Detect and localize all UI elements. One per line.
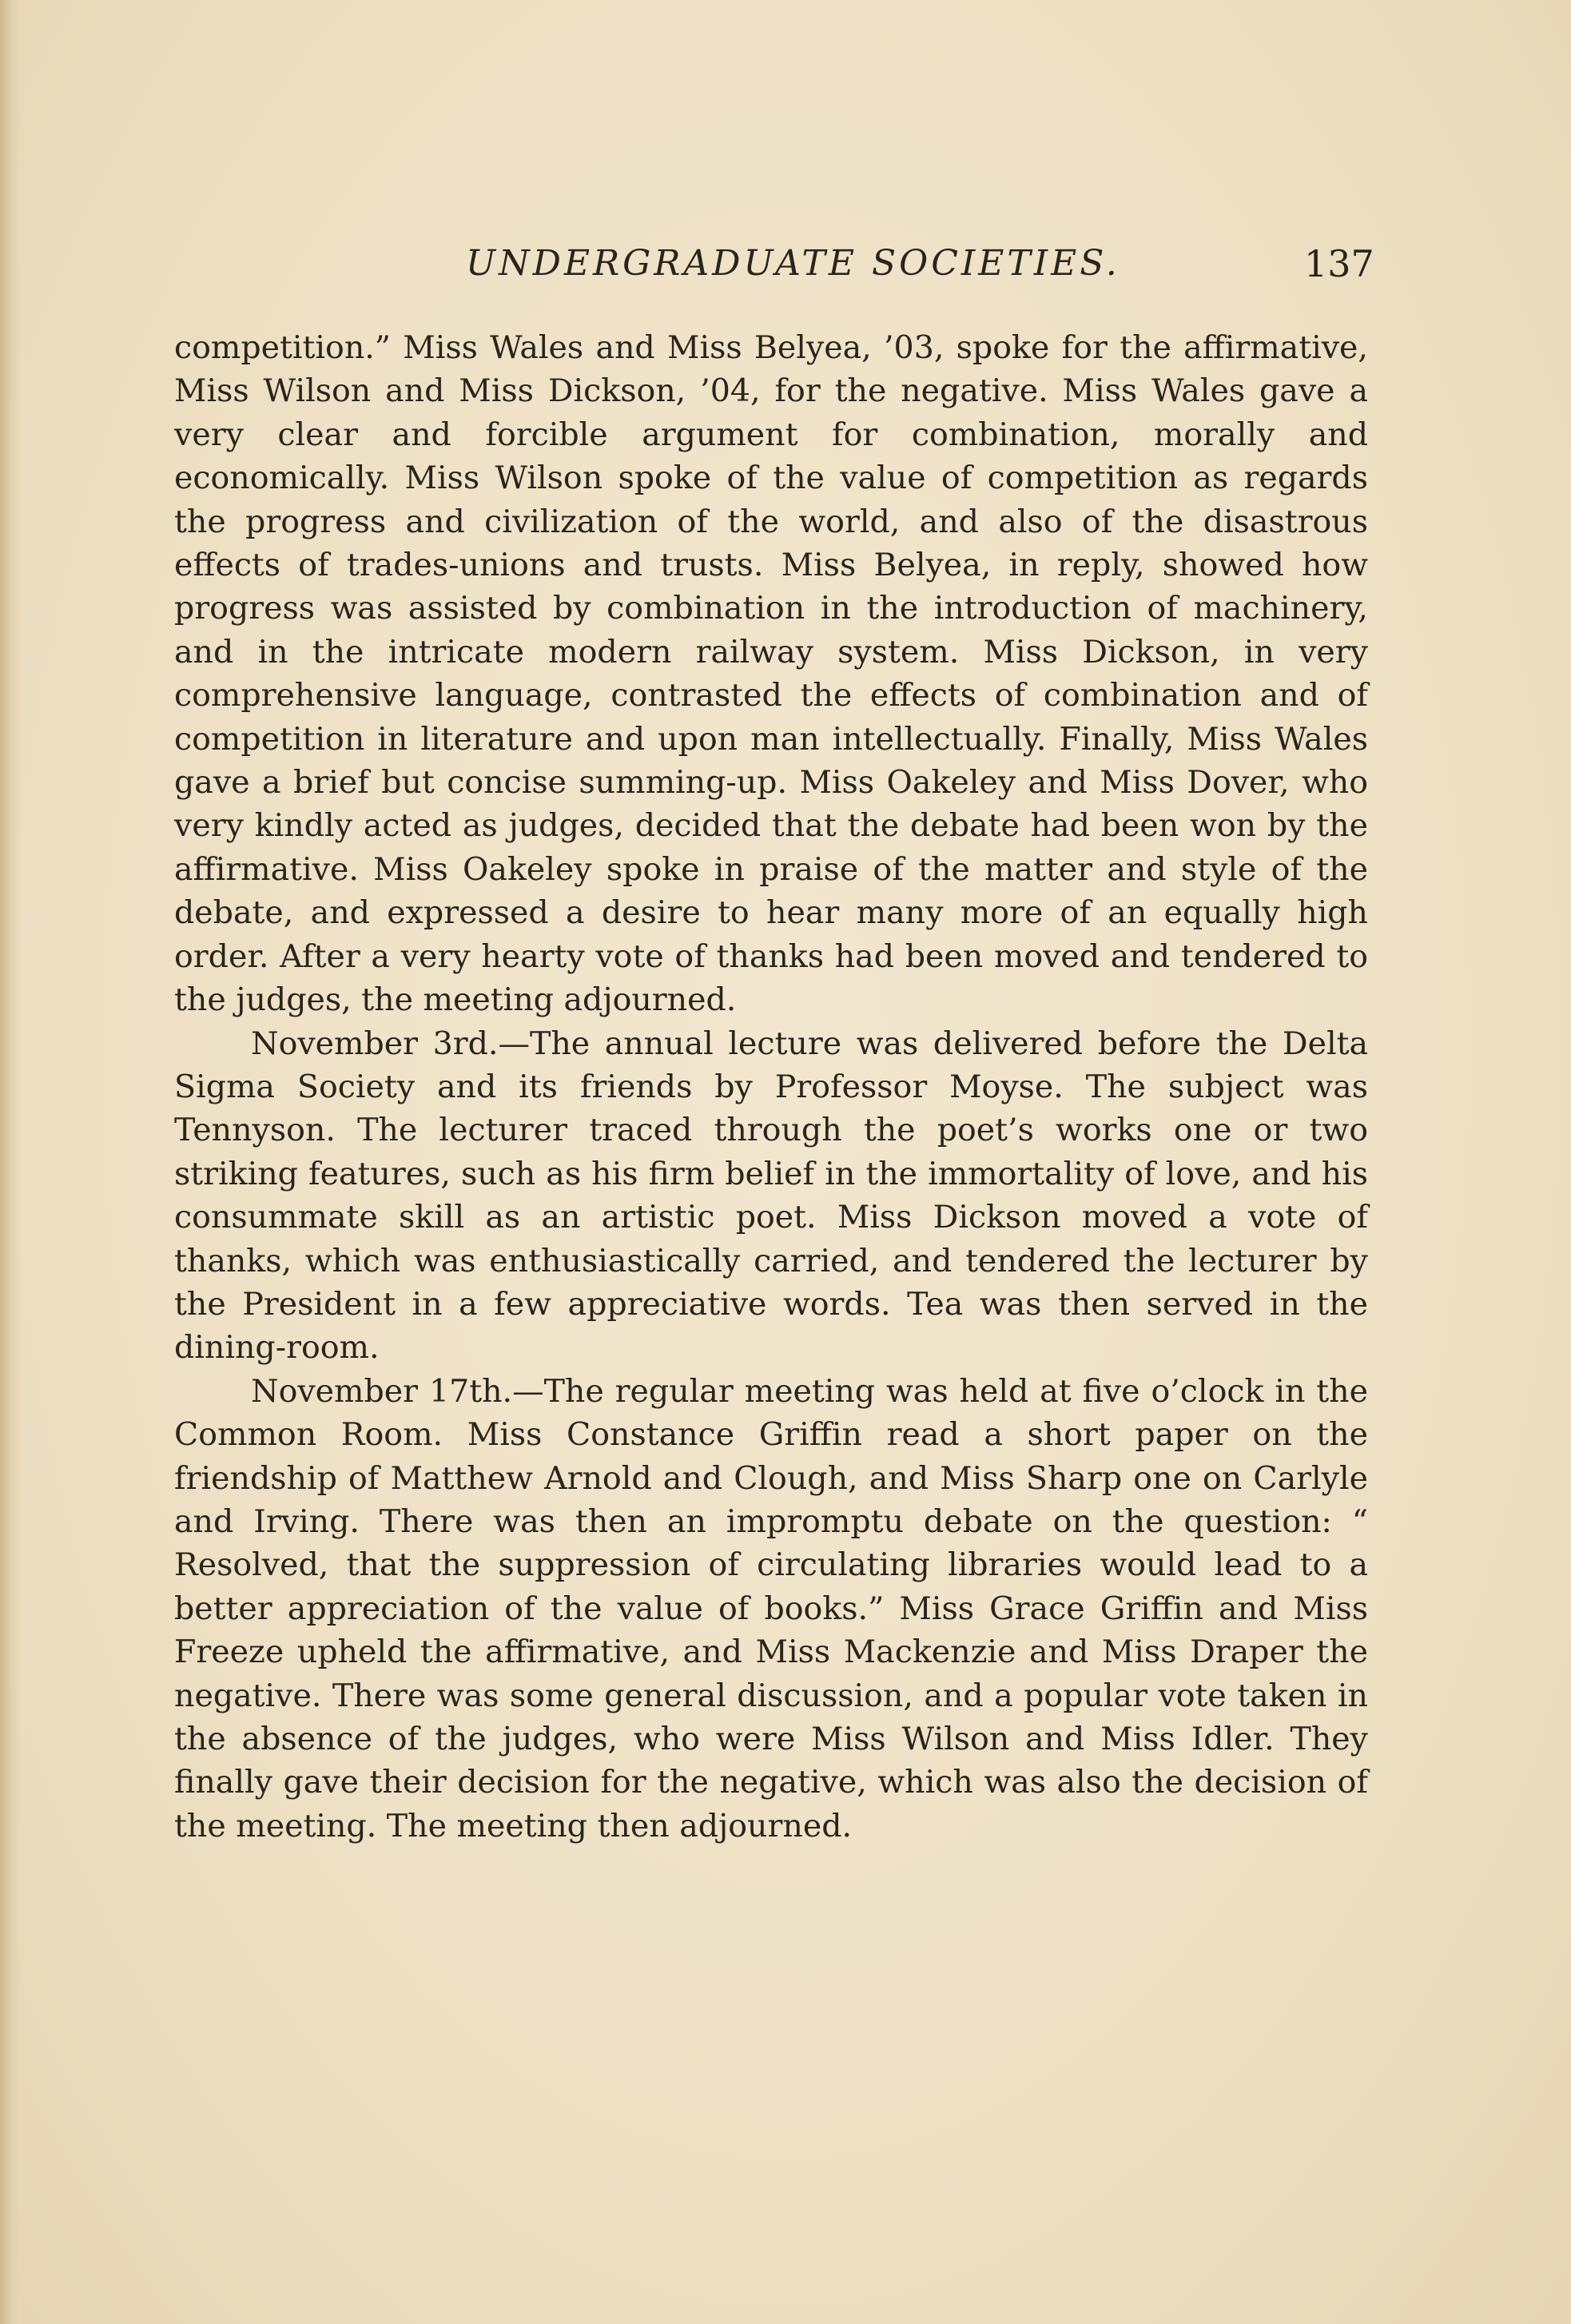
paragraph-november-17th: November 17th.—The regular meeting was held at five o’clock in the Common Room. Miss Constance Griffin read a short paper on the friendship of Matthew Arnold and Clough, and Miss Sharp one on Carlyle and Irving. There was then an impromptu debate on the question: “ Resolved, that the suppression of circulating libraries would lead to a better appreciation of the value of books.” Miss Grace Griffin and Miss Freeze upheld the affirmative, and Miss Mackenzie and Miss Draper the negative. There was some general discussion, and a popular vote taken in the absence of the judges, who were Miss Wilson and Miss Idler. They finally gave their decision for the negative, which was also the decision of the meeting. The meeting then adjourned. (174, 1372, 1368, 1844)
body-text (174, 326, 1368, 1848)
page-number: 137 (1304, 242, 1374, 285)
spine-shadow (0, 0, 21, 2324)
paragraph-november-3rd: November 3rd.—The annual lecture was delivered before the Delta Sigma Society and its friends by Professor Moyse. The subject was Tennyson. The lecturer traced through the poet’s works one or two striking features, such as his firm belief in the immortality of love, and his consummate skill as an artistic poet. Miss Dickson moved a vote of thanks, which was enthusiastically carried, and tendered the lecturer by the President in a few appreciative words. Tea was then served in the dining-room. (174, 1025, 1368, 1367)
running-head: UNDERGRADUATE SOCIETIES. (466, 243, 1120, 284)
page-header (0, 240, 1571, 288)
paragraph-continued: competition.” Miss Wales and Miss Belyea, ’03, spoke for the affirmative, Miss Wilson and Miss Dickson, ’04, for the negative. Miss Wales gave a very clear and forcible argument for combination, morally and economically. Miss Wilson spoke of the value of competition as regards the progress and civilization of the world, and also of the disastrous effects of trades-unions and trusts. Miss Belyea, in reply, showed how progress was assisted by combination in the introduction of machinery, and in the intricate modern railway system. Miss Dickson, in very comprehensive language, contrasted the effects of combination and of competition in literature and upon man intellectually. Finally, Miss Wales gave a brief but concise summing-up. Miss Oakeley and Miss Dover, who very kindly acted as judges, decided that the debate had been won by the affirmative. Miss Oakeley spoke in praise of the matter and style of the debate, and expressed a desire to hear many more of an equally high order. After a very hearty vote of thanks had been moved and tendered to the judges, the meeting adjourned. (174, 329, 1368, 1019)
